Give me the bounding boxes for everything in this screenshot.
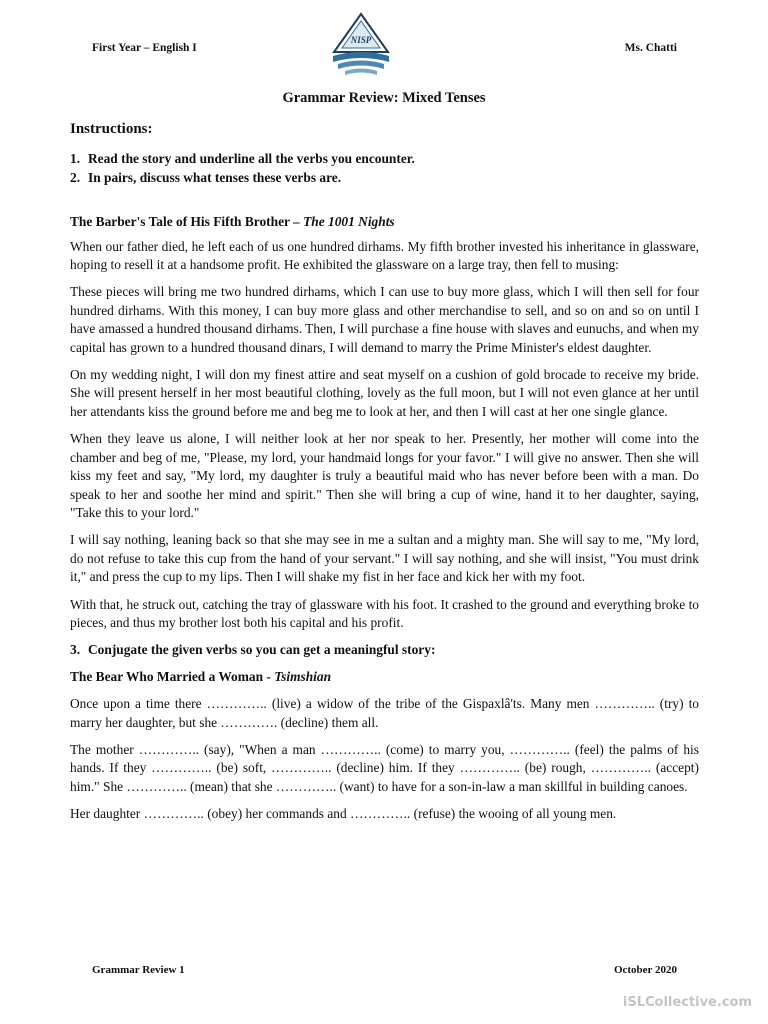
- header-course: First Year – English I: [92, 42, 197, 54]
- task3-text: Conjugate the given verbs so you can get a meaningful story:: [88, 642, 436, 658]
- story1-paragraph: When they leave us alone, I will neither look at her nor speak to her. Presently, her mother will come into the chamber and beg of me, "Please, my lord, your handmaid longs for your favor." I will give no answer. Then she will kiss my feet and say, "My lord, my daughter is truly a beautiful maid who has never before been with a man. Do speak to her and soothe her mind and spirit." Then she will bring a cup of wine, hand it to her daughter, saying, "Take this to your lord.": [70, 431, 699, 520]
- story1-paragraph: These pieces will bring me two hundred dirhams, which I can use to buy more glass, which I will then sell for four hundred dirhams. With this money, I can buy more glass and other merchandise to sell, and so on and so on until I have amassed a hundred thousand dirhams. Then, I will purchase a fine house with slaves and eunuchs, and when my capital has grown to a hundred thousand dinars, I will demand to marry the Prime Minister's eldest daughter.: [70, 284, 699, 355]
- instruction-item: [70, 169, 699, 187]
- story2-paragraph: Once upon a time there ………….. (live) a widow of the tribe of the Gispaxlâ'ts. Many men ………….. (try) to marry her daughter, but she …………. (decline) them all.: [70, 696, 699, 730]
- instruction-number: 1.: [70, 151, 81, 167]
- story1-paragraph: When our father died, he left each of us one hundred dirhams. My fifth brother invested his inheritance in glassware, hoping to resell it at a handsome profit. He exhibited the glassware on a large tray, then fell to musing:: [70, 238, 699, 273]
- instructions-list: [70, 150, 699, 187]
- logo-graphic: [330, 12, 392, 78]
- story2-title: [70, 668, 699, 686]
- story2-title-source: Tsimshian: [274, 668, 332, 684]
- page-title: Grammar Review: Mixed Tenses: [282, 90, 486, 106]
- story1-title: [70, 213, 699, 231]
- story1-paragraph: With that, he struck out, catching the tray of glassware with his foot. It crashed to the ground and everything broke to pieces, and thus my brother lost both his capital and his profit.: [70, 596, 699, 630]
- story2-paragraph: The mother ………….. (say), "When a man ………….. (come) to marry you, ………….. (feel) the palms of his hands. If they ………….. (be) soft, ………….. (decline) him. If they ………….. (be) rough, ………….. (accept) him." She ………….. (mean) that she ………….. (want) to have for a son-in-law a man skillful in building canoes.: [70, 741, 699, 794]
- task3-number: 3.: [70, 642, 81, 658]
- watermark: iSLCollective.com: [622, 995, 752, 1010]
- story1-paragraph: On my wedding night, I will don my finest attire and seat myself on a cushion of gold brocade to receive my bride. She will present herself in her most beautiful clothing, lovely as the full moon, but I will not even glance at her until her attendants kiss the ground before me and beg me to look at her, and then I will cast at her one single glance.: [70, 367, 699, 419]
- instruction-item: [70, 150, 699, 168]
- story1-title-main: The Barber's Tale of His Fifth Brother –: [70, 214, 304, 230]
- school-logo: [330, 12, 392, 78]
- story2-paragraph: Her daughter ………….. (obey) her commands and ………….. (refuse) the wooing of all young men.: [70, 806, 617, 822]
- footer-title: Grammar Review 1: [92, 964, 185, 976]
- logo-text: NISP: [350, 35, 372, 45]
- task3-instruction: [70, 641, 699, 659]
- instruction-number: 2.: [70, 169, 81, 185]
- story2-title-main: The Bear Who Married a Woman -: [70, 668, 275, 684]
- story1-paragraph: I will say nothing, leaning back so that she may see in me a sultan and a mighty man. She will say to me, "My lord, do not refuse to take this cup from the hand of your servant." I will say nothing, and she will insist, "You must drink it," and press the cup to my lips. Then I will shake my fist in her face and kick her with my foot.: [70, 532, 699, 585]
- header-teacher: Ms. Chatti: [624, 42, 677, 54]
- instructions-heading: Instructions:: [70, 121, 153, 137]
- instruction-text: Read the story and underline all the verbs you encounter.: [88, 151, 415, 167]
- story1-title-source: The 1001 Nights: [303, 214, 395, 230]
- instruction-text: In pairs, discuss what tenses these verbs are.: [88, 169, 342, 185]
- worksheet-body: [70, 120, 699, 833]
- footer-date: October 2020: [613, 964, 677, 976]
